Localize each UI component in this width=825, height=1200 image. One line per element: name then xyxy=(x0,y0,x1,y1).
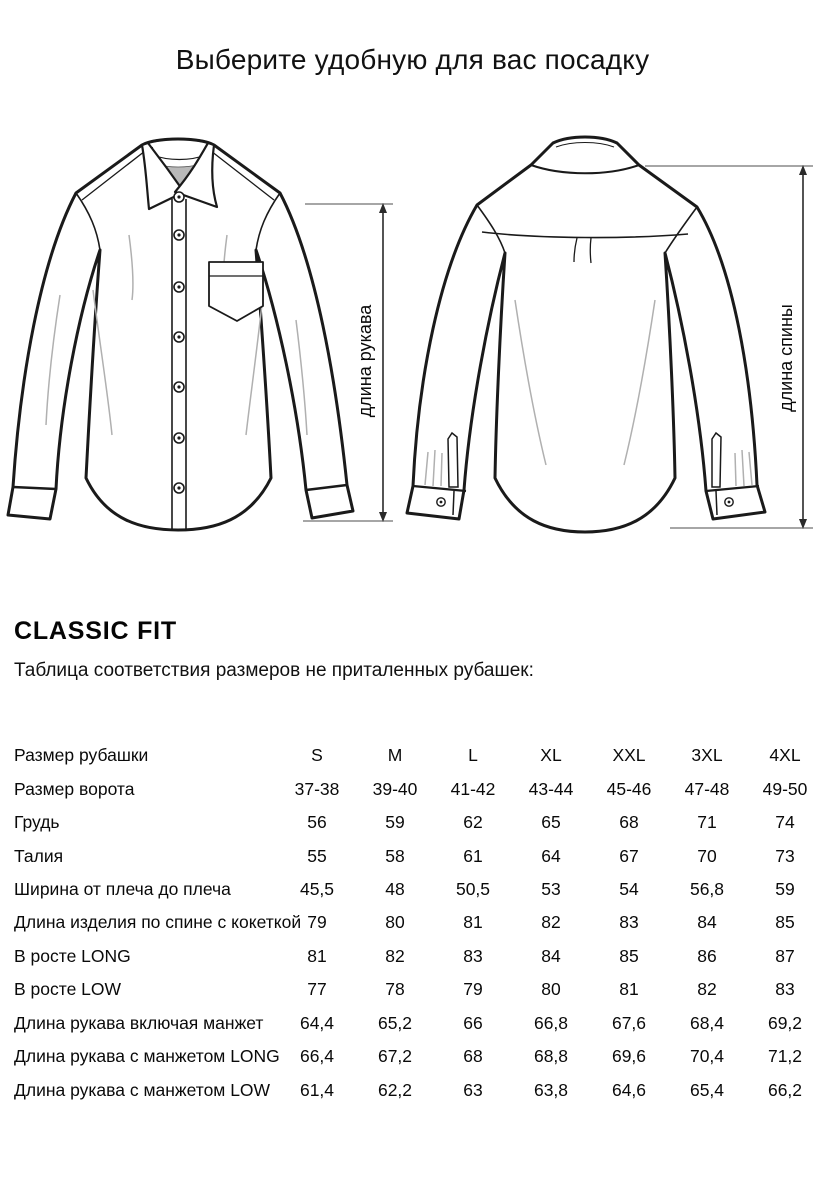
value-cell: 79 xyxy=(463,979,483,1000)
value-cell: 47-48 xyxy=(684,778,730,799)
value-cell: 61 xyxy=(463,845,483,866)
value-cell: 65,2 xyxy=(377,1012,413,1033)
value-cell: 71 xyxy=(697,812,717,833)
table-row xyxy=(14,1040,824,1073)
row-label-cell: Размер рубашки xyxy=(14,745,149,766)
back-right-sleeve-placket xyxy=(712,433,721,487)
value-cell: 69,2 xyxy=(767,1012,803,1033)
value-cell: 74 xyxy=(775,812,795,833)
value-cell: 65 xyxy=(541,812,561,833)
row-label-cell: Длина рукава с манжетом LOW xyxy=(14,1079,271,1100)
value-cell: 67 xyxy=(619,845,639,866)
row-label-cell: Длина изделия по спине с кокеткой xyxy=(14,912,302,933)
value-cell: 83 xyxy=(619,912,639,933)
value-cell: 48 xyxy=(385,878,405,899)
row-label-cell: Размер ворота xyxy=(14,778,135,799)
value-cell: 84 xyxy=(541,945,561,966)
value-cell: 3XL xyxy=(691,745,723,766)
value-cell: 55 xyxy=(307,845,327,866)
value-cell: 78 xyxy=(385,979,405,1000)
value-cell: 56 xyxy=(307,812,327,833)
table-row xyxy=(14,1073,824,1106)
row-label-cell: В росте LONG xyxy=(14,945,131,966)
value-cell: 58 xyxy=(385,845,405,866)
table-row xyxy=(14,772,824,805)
value-cell: 64,6 xyxy=(611,1079,647,1100)
value-cell: 68,4 xyxy=(689,1012,725,1033)
value-cell: 61,4 xyxy=(299,1079,335,1100)
value-cell: 66,4 xyxy=(299,1046,335,1067)
back-length-label: длина спины xyxy=(775,304,796,412)
value-cell: 69,6 xyxy=(611,1046,647,1067)
row-label-cell: Грудь xyxy=(14,812,60,833)
value-cell: 43-44 xyxy=(528,778,574,799)
value-cell: 62,2 xyxy=(377,1079,413,1100)
shirt-back-drawing xyxy=(407,137,765,532)
size-table-body xyxy=(14,739,824,1107)
value-cell: XL xyxy=(540,745,562,766)
value-cell: 4XL xyxy=(769,745,801,766)
value-cell: 83 xyxy=(775,979,795,1000)
value-cell: 54 xyxy=(619,878,639,899)
back-right-placket-line xyxy=(716,491,717,515)
row-label-cell: Длина рукава включая манжет xyxy=(14,1012,264,1033)
value-cell: 85 xyxy=(775,912,795,933)
table-row xyxy=(14,739,824,772)
table-row xyxy=(14,839,824,872)
row-label-cell: Талия xyxy=(14,845,64,866)
value-cell: 66,2 xyxy=(767,1079,803,1100)
size-table xyxy=(14,739,824,1107)
value-cell: 64 xyxy=(541,845,561,866)
row-label-cell: Длина рукава с манжетом LONG xyxy=(14,1046,280,1067)
value-cell: L xyxy=(468,745,478,766)
value-cell: 49-50 xyxy=(762,778,808,799)
table-row xyxy=(14,940,824,973)
value-cell: XXL xyxy=(612,745,646,766)
value-cell: 41-42 xyxy=(450,778,496,799)
value-cell: 37-38 xyxy=(294,778,340,799)
value-cell: 67,2 xyxy=(377,1046,413,1067)
value-cell: 81 xyxy=(463,912,483,933)
value-cell: 45-46 xyxy=(606,778,652,799)
row-label-cell: Ширина от плеча до плеча xyxy=(14,878,231,899)
value-cell: 53 xyxy=(541,878,561,899)
value-cell: 87 xyxy=(775,945,795,966)
value-cell: 85 xyxy=(619,945,639,966)
value-cell: 86 xyxy=(697,945,717,966)
value-cell: 67,6 xyxy=(611,1012,647,1033)
value-cell: 65,4 xyxy=(689,1079,725,1100)
value-cell: M xyxy=(387,745,403,766)
value-cell: 66 xyxy=(463,1012,483,1033)
value-cell: 63 xyxy=(463,1079,483,1100)
back-left-placket-line xyxy=(453,491,454,515)
value-cell: 80 xyxy=(541,979,561,1000)
value-cell: 77 xyxy=(307,979,327,1000)
section-heading: CLASSIC FIT xyxy=(14,617,177,645)
table-row xyxy=(14,973,824,1006)
value-cell: 73 xyxy=(775,845,795,866)
value-cell: 82 xyxy=(697,979,717,1000)
value-cell: 62 xyxy=(463,812,483,833)
value-cell: 81 xyxy=(307,945,327,966)
row-label-cell: В росте LOW xyxy=(14,979,122,1000)
value-cell: 68,8 xyxy=(533,1046,569,1067)
value-cell: 66,8 xyxy=(533,1012,569,1033)
table-row xyxy=(14,873,824,906)
table-row xyxy=(14,806,824,839)
value-cell: 84 xyxy=(697,912,717,933)
value-cell: 70,4 xyxy=(689,1046,725,1067)
value-cell: 80 xyxy=(385,912,405,933)
value-cell: 56,8 xyxy=(689,878,725,899)
table-row xyxy=(14,906,824,939)
back-left-sleeve-placket xyxy=(448,433,458,487)
value-cell: 63,8 xyxy=(533,1079,569,1100)
back-left-cuff-buttonhole xyxy=(440,501,443,504)
back-right-cuff-buttonhole xyxy=(728,501,731,504)
value-cell: S xyxy=(311,745,323,766)
value-cell: 64,4 xyxy=(299,1012,335,1033)
sleeve-length-label: длина рукава xyxy=(354,304,375,418)
value-cell: 71,2 xyxy=(767,1046,803,1067)
value-cell: 39-40 xyxy=(372,778,418,799)
value-cell: 79 xyxy=(307,912,327,933)
size-table-container xyxy=(14,739,824,1107)
value-cell: 82 xyxy=(541,912,561,933)
value-cell: 81 xyxy=(619,979,639,1000)
page-title: Выберите удобную для вас посадку xyxy=(175,44,650,75)
value-cell: 50,5 xyxy=(455,878,491,899)
table-row xyxy=(14,1007,824,1040)
value-cell: 68 xyxy=(463,1046,483,1067)
value-cell: 82 xyxy=(385,945,405,966)
shirt-front-drawing xyxy=(8,139,353,530)
value-cell: 68 xyxy=(619,812,639,833)
value-cell: 59 xyxy=(385,812,405,833)
value-cell: 45,5 xyxy=(299,878,335,899)
section-subtitle: Таблица соответствия размеров не приталенных рубашек: xyxy=(14,660,534,681)
value-cell: 70 xyxy=(697,845,717,866)
value-cell: 59 xyxy=(775,878,795,899)
value-cell: 83 xyxy=(463,945,483,966)
shirt-diagrams xyxy=(0,0,825,560)
